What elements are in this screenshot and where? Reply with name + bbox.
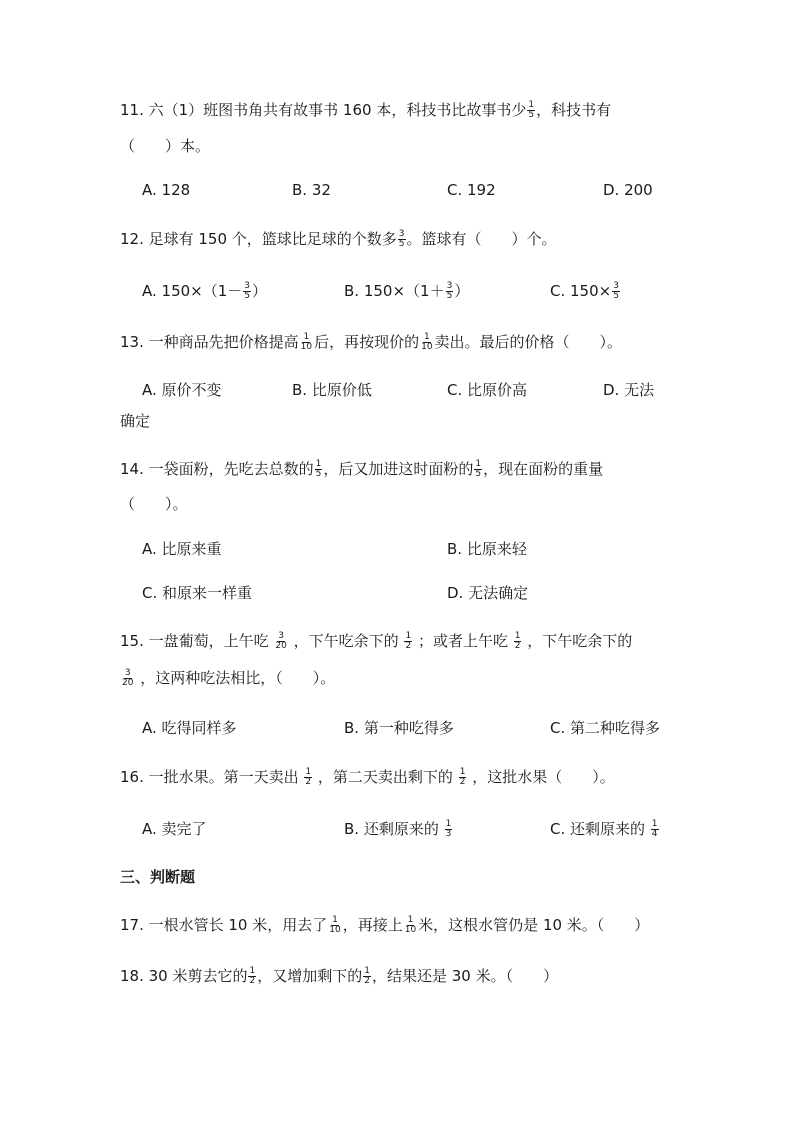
option-d: D. 无法确定 (447, 584, 529, 602)
question-text: 米，这根水管仍是 10 米。（ ） (418, 916, 650, 934)
option-a: A. 128 (142, 181, 191, 199)
fraction: $\frac{1}{2}$ (405, 631, 412, 651)
fraction: $\frac{1}{10}$ (404, 915, 417, 935)
option-c: C. 比原价高 (447, 381, 528, 399)
question-text: 12. 足球有 150 个，篮球比足球的个数多 (120, 230, 397, 248)
fraction: $\frac{1}{10}$ (329, 915, 341, 935)
fraction: $\frac{1}{10}$ (421, 332, 433, 352)
question-text: ，下午吃余下的 (293, 632, 399, 650)
question-text: ；或者上午吃 (417, 632, 508, 650)
option-c: C. 和原来一样重 (142, 584, 253, 602)
option-b: B. 比原来轻 (447, 540, 527, 558)
question-14 (120, 459, 603, 479)
question-text: 17. 一根水管长 10 米，用去了 (120, 916, 328, 934)
fraction: $\frac{3}{5}$ (244, 281, 251, 301)
question-text: ，现在面粉的重量 (483, 460, 604, 478)
question-11-cont: （ ）本。 (120, 137, 211, 155)
question-text: ，下午吃余下的 (527, 632, 633, 650)
fraction: $\frac{3}{5}$ (398, 229, 405, 249)
option-a: A. 原价不变 (142, 381, 222, 399)
question-11 (120, 100, 611, 120)
option-c: C. 192 (447, 181, 496, 199)
fraction: $\frac{3}{5}$ (446, 281, 453, 301)
option-a: A. 比原来重 (142, 540, 222, 558)
question-14-cont: （ ）。 (120, 495, 188, 513)
fraction: $\frac{1}{3}$ (445, 819, 452, 839)
option-b: B. 第一种吃得多 (344, 719, 454, 737)
question-text: 卖出。最后的价格（ ）。 (434, 333, 623, 351)
question-text: ，结果还是 30 米。（ ） (371, 967, 559, 985)
fraction: $\frac{1}{5}$ (315, 459, 322, 479)
fraction: $\frac{1}{2}$ (514, 631, 521, 651)
question-text: 16. 一批水果。第一天卖出 (120, 768, 299, 786)
question-text: 11. 六（1）班图书角共有故事书 160 本，科技书比故事书少 (120, 101, 527, 119)
question-15 (120, 631, 632, 651)
question-12 (120, 229, 557, 249)
option-a: A. 150×（1－ $\frac{3}{5}$ ） (142, 281, 268, 301)
question-text: ，后又加进这时面粉的 (323, 460, 474, 478)
fraction: $\frac{3}{20}$ (275, 631, 287, 651)
fraction: $\frac{3}{20}$ (122, 668, 134, 688)
question-text: 14. 一袋面粉，先吃去总数的 (120, 460, 314, 478)
question-text: 后，再按现价的 (314, 333, 420, 351)
fraction: $\frac{1}{2}$ (364, 966, 370, 986)
option-b: B. 还剩原来的 $\frac{1}{3}$ (344, 819, 452, 839)
fraction: $\frac{1}{4}$ (651, 819, 658, 839)
fraction: $\frac{1}{2}$ (305, 767, 312, 787)
fraction: $\frac{1}{5}$ (475, 459, 482, 479)
option-b: B. 150×（1＋ $\frac{3}{5}$ ） (344, 281, 470, 301)
question-16 (120, 767, 615, 787)
option-a: A. 卖完了 (142, 820, 207, 838)
question-text: 15. 一盘葡萄，上午吃 (120, 632, 269, 650)
option-b: B. 32 (292, 181, 331, 199)
question-text: ，再接上 (342, 916, 403, 934)
option-c: C. 150× $\frac{3}{5}$ (550, 281, 619, 301)
question-text: ，这两种吃法相比，（ ）。 (140, 669, 336, 687)
question-18 (120, 966, 558, 986)
option-d: D. 200 (603, 181, 653, 199)
question-text: ，第二天卖出剩下的 (317, 768, 453, 786)
fraction: $\frac{1}{2}$ (249, 966, 256, 986)
question-text: 18. 30 米剪去它的 (120, 967, 248, 985)
option-a: A. 吃得同样多 (142, 719, 237, 737)
option-c: C. 还剩原来的 $\frac{1}{4}$ (550, 819, 658, 839)
fraction: $\frac{1}{5}$ (528, 100, 535, 120)
question-text: ，又增加剩下的 (257, 967, 363, 985)
question-13 (120, 332, 622, 352)
option-d: D. 无法 (603, 381, 655, 399)
question-13-cont: 确定 (120, 412, 151, 430)
question-text: 。篮球有（ ）个。 (406, 230, 557, 248)
question-text: ，科技书有 (536, 101, 612, 119)
question-17 (120, 915, 649, 935)
question-15-cont (120, 668, 335, 688)
fraction: $\frac{1}{2}$ (459, 767, 466, 787)
option-b: B. 比原价低 (292, 381, 372, 399)
fraction: $\frac{1}{10}$ (300, 332, 313, 352)
question-text: ，这批水果（ ）。 (472, 768, 615, 786)
option-c: C. 第二种吃得多 (550, 719, 661, 737)
section-heading: 三、判断题 (120, 868, 196, 886)
fraction: $\frac{3}{5}$ (613, 281, 619, 301)
question-text: 13. 一种商品先把价格提高 (120, 333, 299, 351)
